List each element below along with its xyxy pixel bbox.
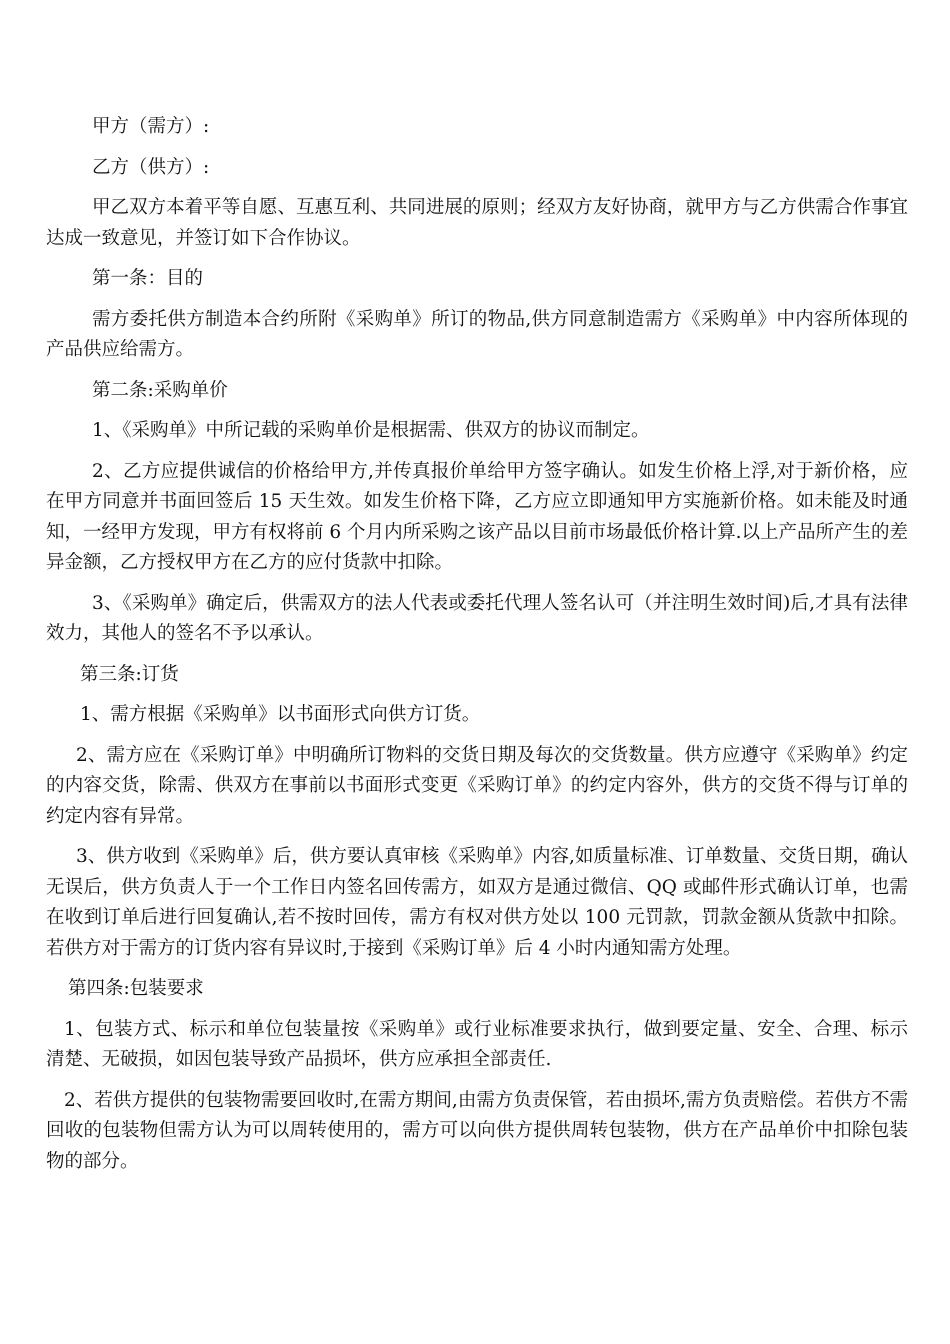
article-2-item-2: 2、乙方应提供诚信的价格给甲方,并传真报价单给甲方签字确认。如发生价格上浮,对于新价格，应在甲方同意并书面回签后 15 天生效。如发生价格下降，乙方应立即通知甲方实施新价格。如未能及时通知，一经甲方发现，甲方有权将前 6 个月内所采购之该产品以目前市场最低价格计算.以上产品所产生的差异金额，乙方授权甲方在乙方的应付货款中扣除。	[46, 460, 908, 573]
article-4-item-1: 1、包装方式、标示和单位包装量按《采购单》或行业标准要求执行，做到要定量、安全、合理、标示清楚、无破损，如因包装导致产品损坏，供方应承担全部责任.	[46, 1018, 908, 1070]
article-3-item-1: 1、需方根据《采购单》以书面形式向供方订货。	[80, 704, 481, 725]
article-1-title: 第一条：目的	[92, 268, 204, 289]
article-2-item-1: 1、《采购单》中所记载的采购单价是根据需、供双方的协议而制定。	[92, 420, 650, 441]
preamble-paragraph: 甲乙双方本着平等自愿、互惠互利、共同进展的原则；经双方友好协商，就甲方与乙方供需合作事宜达成一致意见，并签订如下合作协议。	[46, 197, 908, 249]
article-3-item-2: 2、需方应在《采购订单》中明确所订物料的交货日期及每次的交货数量。供方应遵守《采购单》约定的内容交货，除需、供双方在事前以书面形式变更《采购订单》的约定内容外，供方的交货不得与订单的约定内容有异常。	[46, 744, 908, 827]
article-1-body: 需方委托供方制造本合约所附《采购单》所订的物品,供方同意制造需方《采购单》中内容所体现的产品供应给需方。	[46, 308, 908, 360]
party-a-line: 甲方（需方）:	[92, 116, 210, 137]
article-3-item-3: 3、供方收到《采购单》后，供方要认真审核《采购单》内容,如质量标准、订单数量、交货日期，确认无误后，供方负责人于一个工作日内签名回传需方，如双方是通过微信、QQ 或邮件形式确认订单，也需在收到订单后进行回复确认,若不按时回传，需方有权对供方处以 100 元罚款，罚款金额从货款中扣除。若供方对于需方的订货内容有异议时,于接到《采购订单》后 4 小时内通知需方处理。	[46, 846, 908, 959]
article-4-title: 第四条:包装要求	[68, 978, 204, 999]
article-2-title: 第二条:采购单价	[92, 379, 228, 401]
party-b-line: 乙方（供方）:	[92, 156, 210, 178]
article-2-item-3: 3、《采购单》确定后，供需双方的法人代表或委托代理人签名认可（并注明生效时间)后,才具有法律效力，其他人的签名不予以承认。	[46, 592, 908, 644]
article-3-title: 第三条:订货	[80, 663, 179, 685]
contract-document	[46, 112, 908, 1187]
article-4-item-2: 2、若供方提供的包装物需要回收时,在需方期间,由需方负责保管，若由损坏,需方负责赔偿。若供方不需回收的包装物但需方认为可以周转使用的，需方可以向供方提供周转包装物，供方在产品单价中扣除包装物的部分。	[46, 1089, 908, 1172]
